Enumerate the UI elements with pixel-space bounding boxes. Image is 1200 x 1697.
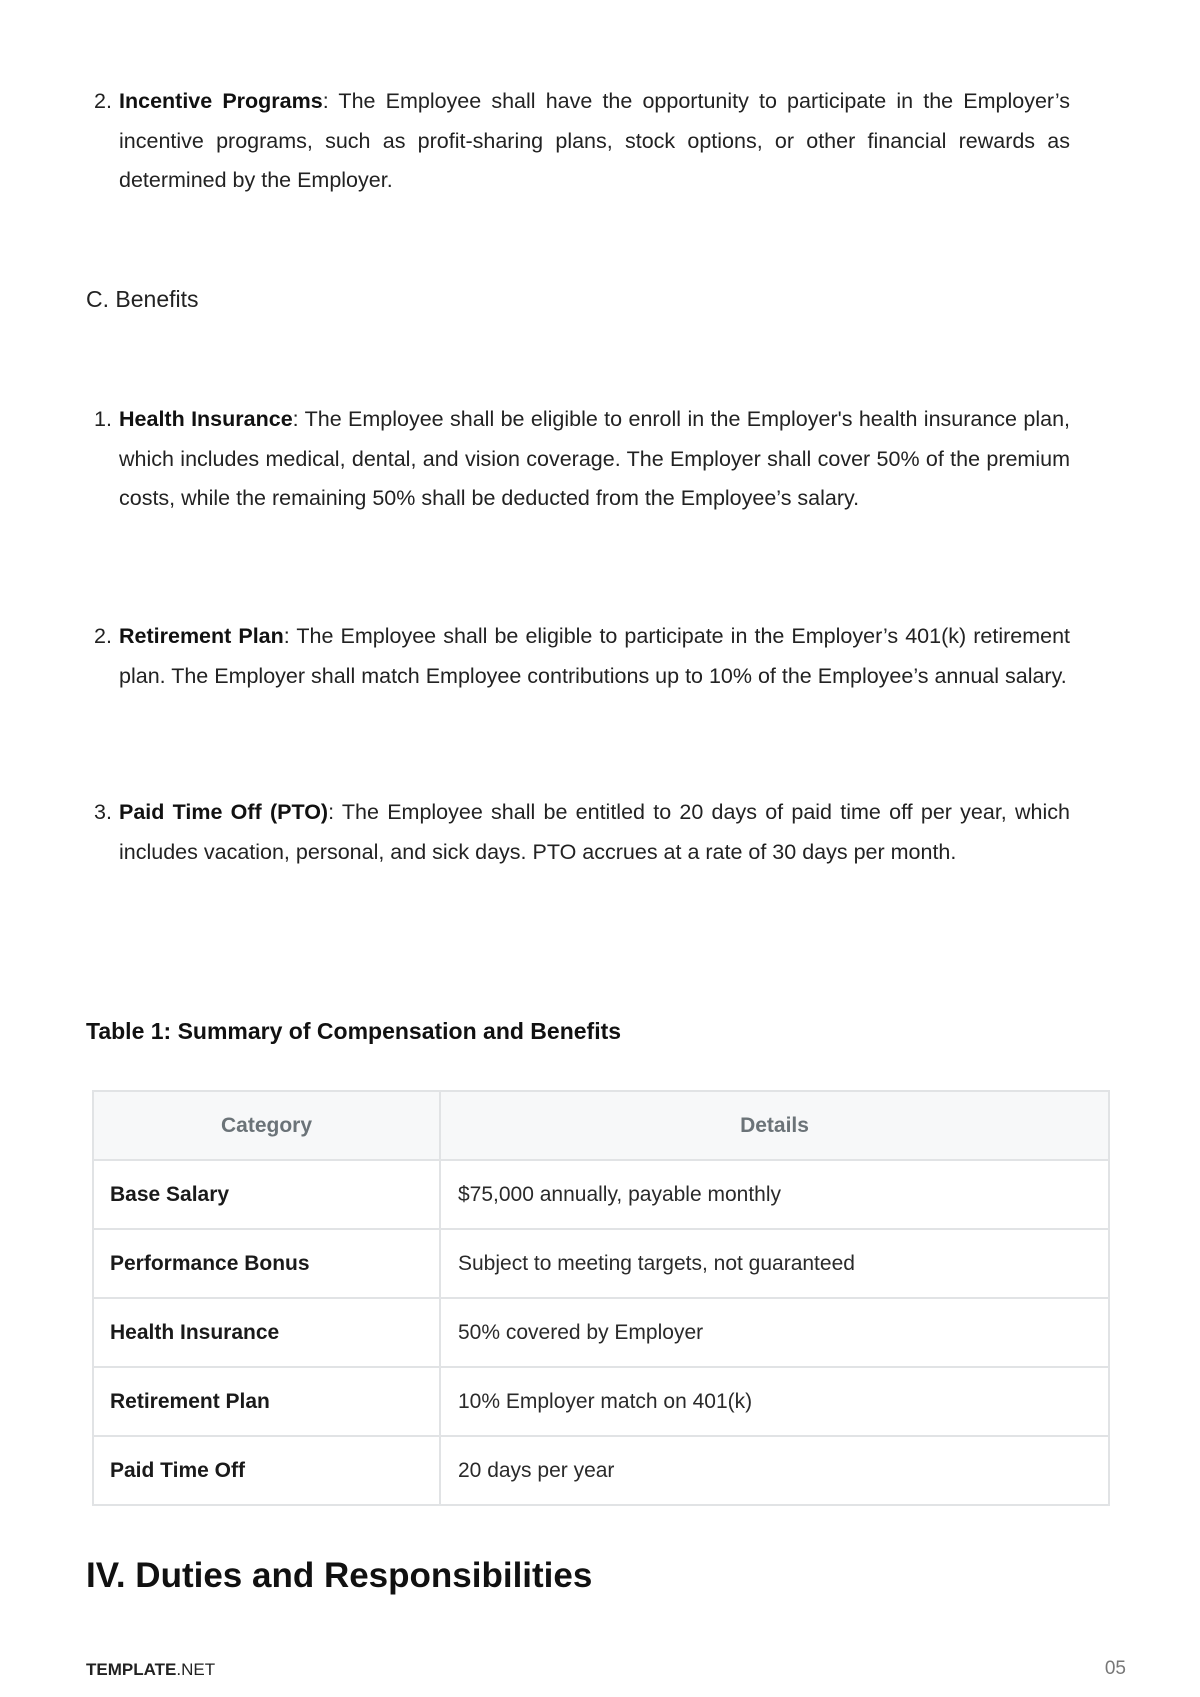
table-cell-details: 50% covered by Employer <box>440 1298 1109 1367</box>
table-row <box>93 1160 1109 1229</box>
table-cell-details: Subject to meeting targets, not guaranteed <box>440 1229 1109 1298</box>
list-item-health-insurance <box>94 400 1070 519</box>
table-cell-category: Base Salary <box>93 1160 440 1229</box>
table-row <box>93 1229 1109 1298</box>
list-item-term: Retirement Plan <box>119 624 284 648</box>
summary-table <box>92 1090 1110 1506</box>
list-item-body <box>119 400 1070 519</box>
table-row <box>93 1367 1109 1436</box>
column-header-category: Category <box>93 1091 440 1160</box>
list-item-body <box>119 617 1070 696</box>
table-row <box>93 1298 1109 1367</box>
table-cell-category: Performance Bonus <box>93 1229 440 1298</box>
table-cell-details: 10% Employer match on 401(k) <box>440 1367 1109 1436</box>
list-item-term: Health Insurance <box>119 407 293 431</box>
table-header-row <box>93 1091 1109 1160</box>
list-item-number: 1. <box>94 407 112 431</box>
footer-brand-logo <box>86 1660 215 1680</box>
footer-brand-bold: TEMPLATE <box>86 1660 177 1679</box>
table-cell-category: Paid Time Off <box>93 1436 440 1505</box>
list-item-body <box>119 82 1070 201</box>
page-number: 05 <box>1104 1658 1126 1679</box>
list-item-text: : The Employee shall be eligible to enroll in the Employer's health insurance plan, which includes medical, dental, and vision coverage. The Employer shall cover 50% of the premium costs, while the remaining 50% shall be deducted from the Employee’s salary. <box>119 407 1071 510</box>
list-item-text: : The Employee shall have the opportunity to participate in the Employer’s incentive programs, such as profit-sharing plans, stock options, or other financial rewards as determined by the Employer. <box>119 89 1071 192</box>
list-item-body <box>119 793 1070 872</box>
table-cell-category: Retirement Plan <box>93 1367 440 1436</box>
list-item-term: Paid Time Off (PTO) <box>119 800 329 824</box>
table-cell-category: Health Insurance <box>93 1298 440 1367</box>
list-item-number: 2. <box>94 624 112 648</box>
list-item-paid-time-off <box>94 793 1070 872</box>
list-item-term: Incentive Programs <box>119 89 323 113</box>
table-caption: Table 1: Summary of Compensation and Benefits <box>86 1018 622 1044</box>
table-cell-details: 20 days per year <box>440 1436 1109 1505</box>
table-cell-details: $75,000 annually, payable monthly <box>440 1160 1109 1229</box>
column-header-details: Details <box>440 1091 1109 1160</box>
list-item-text: : The Employee shall be eligible to participate in the Employer’s 401(k) retirement plan. The Employer shall match Employee contributions up to 10% of the Employee’s annual salary. <box>119 624 1071 688</box>
list-item-text: : The Employee shall be entitled to 20 days of paid time off per year, which includes vacation, personal, and sick days. PTO accrues at a rate of 30 days per month. <box>119 800 1070 864</box>
list-item-incentive-programs <box>94 82 1070 201</box>
table-row <box>93 1436 1109 1505</box>
list-item-number: 3. <box>94 800 112 824</box>
section-heading-duties: IV. Duties and Responsibilities <box>86 1556 593 1595</box>
list-item-number: 2. <box>94 89 112 113</box>
list-item-retirement-plan <box>94 617 1070 696</box>
footer-brand-rest: .NET <box>176 1660 216 1679</box>
section-heading-benefits: C. Benefits <box>86 286 199 312</box>
